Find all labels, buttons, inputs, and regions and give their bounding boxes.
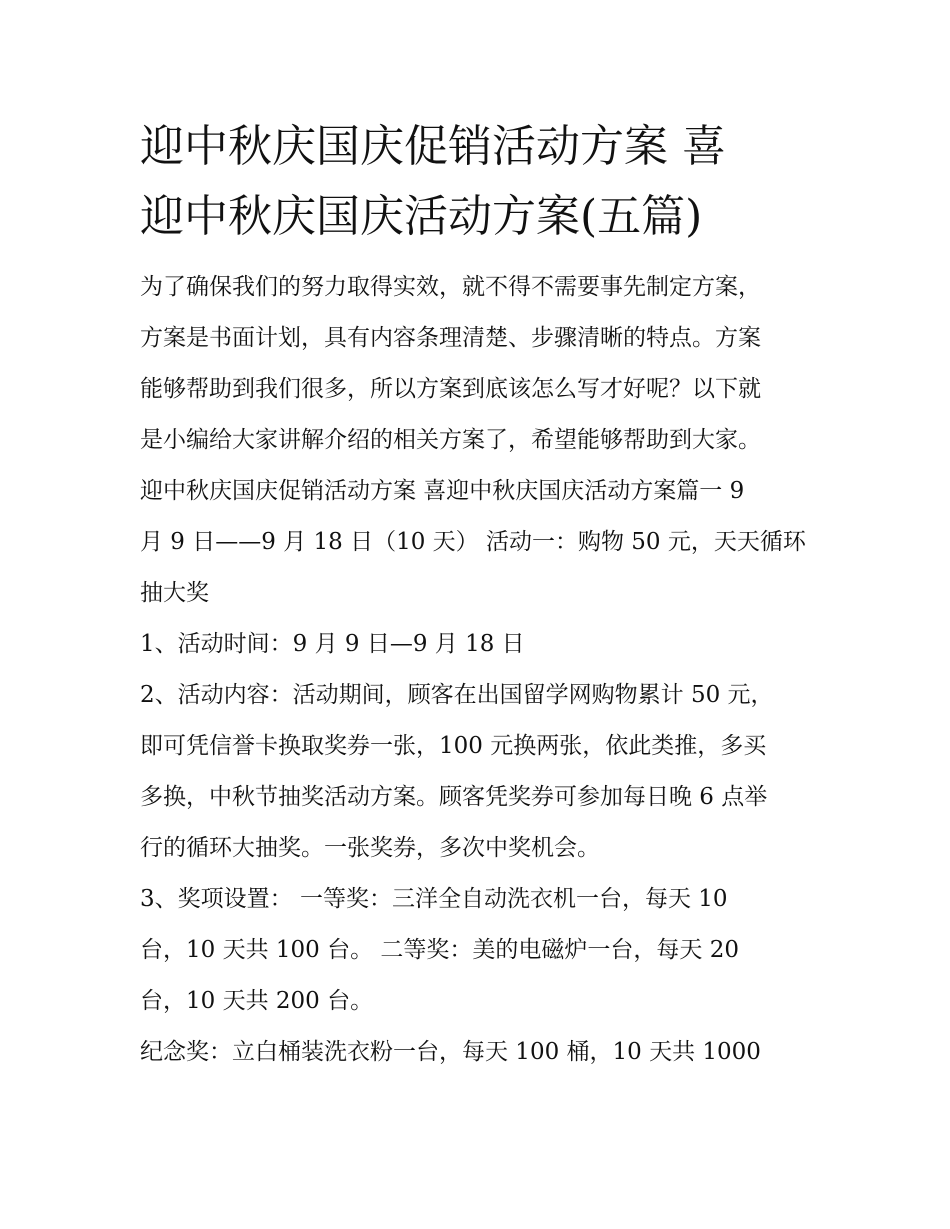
body-line: 1、活动时间：9 月 9 日—9 月 18 日 — [140, 631, 525, 657]
title-line: 迎中秋庆国庆活动方案(五篇) — [140, 191, 703, 242]
document-body — [140, 262, 830, 1078]
title-line: 迎中秋庆国庆促销活动方案 喜 — [140, 121, 726, 172]
body-line: 即可凭信誉卡换取奖券一张，100 元换两张，依此类推，多买 — [140, 733, 767, 759]
body-line: 纪念奖：立白桶装洗衣粉一台，每天 100 桶，10 天共 1000 — [140, 1039, 761, 1065]
body-line: 为了确保我们的努力取得实效，就不得不需要事先制定方案， — [140, 274, 761, 300]
body-line: 行的循环大抽奖。一张奖券，多次中奖机会。 — [140, 835, 600, 861]
body-line: 迎中秋庆国庆促销活动方案 喜迎中秋庆国庆活动方案篇一 9 — [140, 478, 745, 504]
body-line: 抽大奖 — [140, 580, 209, 606]
body-line: 台，10 天共 100 台。 二等奖：美的电磁炉一台，每天 20 — [140, 937, 739, 963]
body-line: 台，10 天共 200 台。 — [140, 988, 374, 1014]
body-line: 能够帮助到我们很多，所以方案到底该怎么写才好呢？以下就 — [140, 376, 761, 402]
body-line: 月 9 日——9 月 18 日（10 天） 活动一：购物 50 元，天天循环 — [140, 529, 806, 555]
body-line: 2、活动内容：活动期间，顾客在出国留学网购物累计 50 元， — [140, 682, 774, 708]
body-line: 是小编给大家讲解介绍的相关方案了，希望能够帮助到大家。 — [140, 427, 761, 453]
document-page — [140, 112, 830, 1078]
body-line: 多换，中秋节抽奖活动方案。顾客凭奖券可参加每日晚 6 点举 — [140, 784, 768, 810]
body-line: 3、奖项设置： 一等奖：三洋全自动洗衣机一台，每天 10 — [140, 886, 728, 912]
document-title — [140, 112, 830, 252]
body-line: 方案是书面计划，具有内容条理清楚、步骤清晰的特点。方案 — [140, 325, 761, 351]
